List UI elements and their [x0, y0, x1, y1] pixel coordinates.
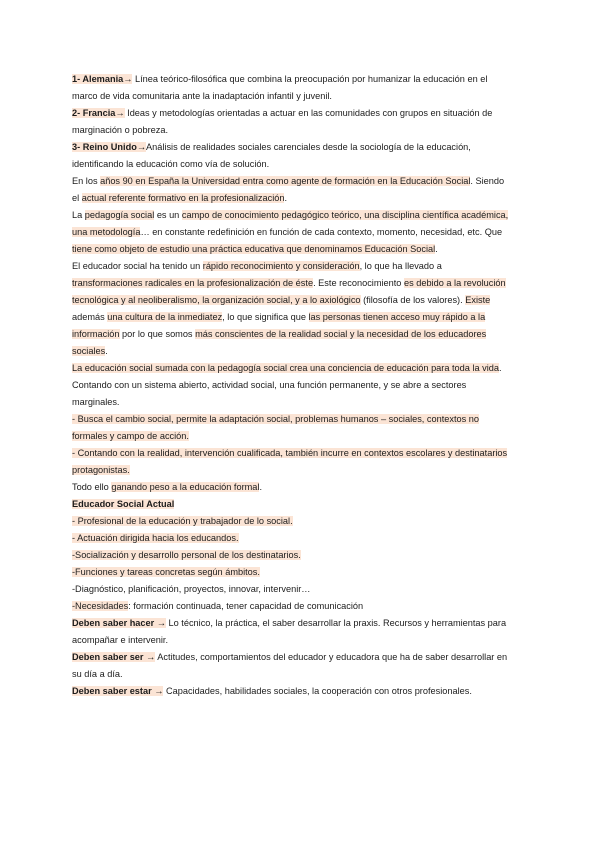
bullet-realidad: - Contando con la realidad, intervención cualificada, también incurre en contextos escolares y destinatarios protagonistas.	[72, 448, 508, 475]
arrow: →	[143, 652, 156, 662]
arrow: →	[154, 618, 166, 628]
list-item: - Profesional de la educación y trabajador de lo social.	[72, 516, 293, 526]
bullet-cambio-social: - Busca el cambio social, permite la adaptación social, problemas humanos – sociales, contextos no formales y campo de acción.	[72, 414, 480, 441]
country-text: Análisis de realidades sociales carenciales desde la sociología de la educación, identificando la educación como vía de solución.	[72, 142, 471, 169]
list-item: -Socialización y desarrollo personal de los destinatarios.	[72, 550, 301, 560]
arrow: →	[151, 686, 164, 696]
saber-ser: Deben saber ser → Actitudes, comportamientos del educador y educadora que ha de saber desarrollar en su día a día.	[72, 652, 508, 679]
country-france	[72, 105, 512, 139]
paragraph-pedagogia: La pedagogía social es un campo de conocimiento pedagógico teórico, una disciplina científica académica, una metodología… en constante redefinición en función de cada contexto, momento, necesidad, etc. Que tiene como objeto de estudio una práctica educativa que denominamos Educación Social.	[72, 210, 509, 254]
paragraph-conciencia: La educación social sumada con la pedagogía social crea una conciencia de educación para toda la vida. Contando con un sistema abierto, actividad social, una función permanente, y se abre a sectores marginales.	[72, 363, 502, 407]
arrow: →	[136, 142, 147, 152]
arrow: →	[115, 108, 125, 118]
country-label: 3- Reino Unido	[72, 142, 137, 152]
document-page	[72, 71, 512, 700]
country-label: 2- Francia	[72, 108, 116, 118]
list-item: -Diagnóstico, planificación, proyectos, innovar, intervenir…	[72, 584, 311, 594]
saber-hacer: Deben saber hacer → Lo técnico, la práctica, el saber desarrollar la praxis. Recursos y herramientas para acompañar e intervenir.	[72, 618, 507, 645]
country-text: Línea teórico-filosófica que combina la preocupación por humanizar la educación en el marco de vida comunitaria ante la inadaptación infantil y juvenil.	[72, 74, 488, 101]
arrow: →	[123, 74, 133, 84]
saber-estar: Deben saber estar → Capacidades, habilidades sociales, la cooperación con otros profesionales.	[72, 686, 472, 696]
paragraph-university: En los años 90 en España la Universidad entra como agente de formación en la Educación Social. Siendo el actual referente formativo en la profesionalización.	[72, 176, 505, 203]
list-item-necesidades: -Necesidades: formación continuada, tener capacidad de comunicación	[72, 601, 364, 611]
paragraph-educador: El educador social ha tenido un rápido reconocimiento y consideración, lo que ha llevado a transformaciones radicales en la profesionalización de éste. Este reconocimiento es debido a la revolución tecnológica y al neoliberalismo, la organización social, y a lo axiológico (filosofía de los valores). Existe además una cultura de la inmediatez, lo que significa que las personas tienen acceso muy rápido a la información por lo que somos más conscientes de la realidad social y la necesidad de los educadores sociales.	[72, 261, 506, 356]
list-item: - Actuación dirigida hacia los educandos.	[72, 533, 239, 543]
list-item: -Funciones y tareas concretas según ámbitos.	[72, 567, 260, 577]
country-germany	[72, 71, 512, 105]
country-text: Ideas y metodologías orientadas a actuar en las comunidades con grupos en situación de marginación o pobreza.	[72, 108, 493, 135]
paragraph-formal: Todo ello ganando peso a la educación formal.	[72, 482, 263, 492]
country-uk	[72, 139, 512, 173]
country-label: 1- Alemania	[72, 74, 124, 84]
section-heading: Educador Social Actual	[72, 499, 175, 509]
